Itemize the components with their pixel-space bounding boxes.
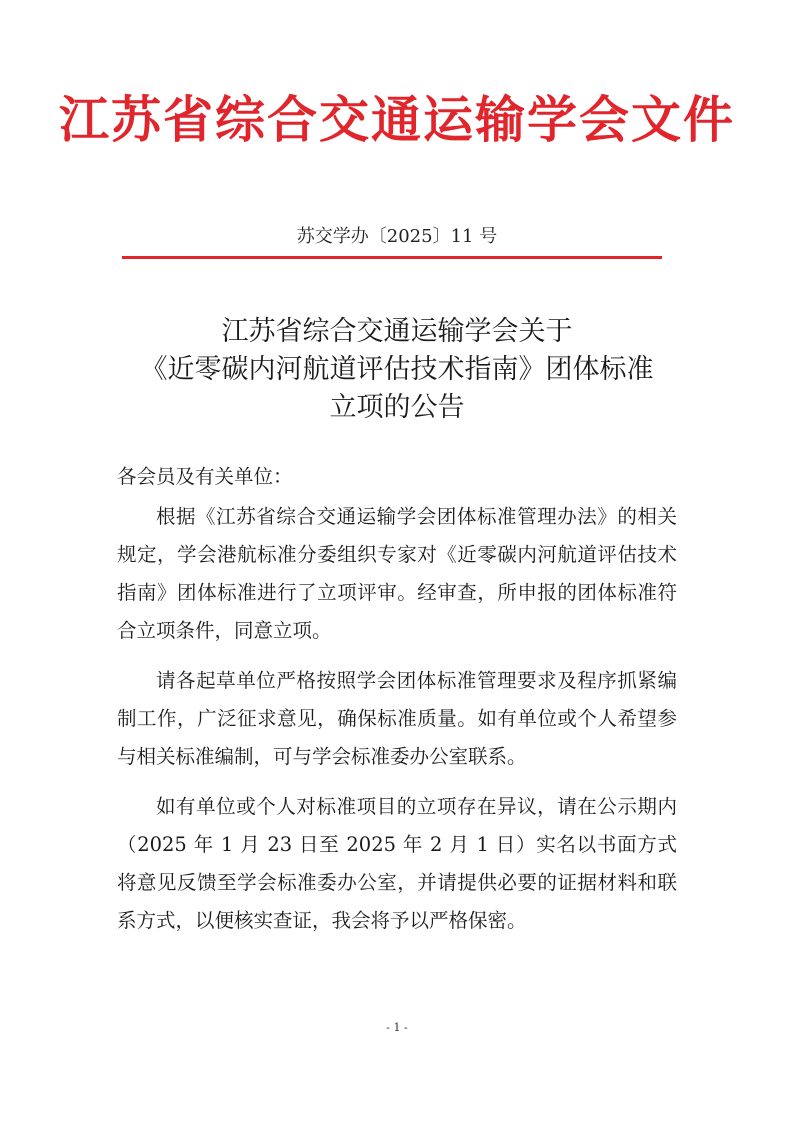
- notice-title: [0, 313, 794, 427]
- notice-title-line-2: 《近零碳内河航道评估技术指南》团体标准: [140, 354, 654, 385]
- body-paragraph-3: 如有单位或个人对标准项目的立项存在异议，请在公示期内（2025 年 1 月 23 日至 2025 年 2 月 1 日）实名以书面方式将意见反馈至学会标准委办公室，并请提供必要的证据材料和联系方式，以便核实查证，我会将予以严格保密。: [117, 795, 677, 932]
- header-divider-line: [122, 256, 662, 259]
- document-number: 苏交学办〔2025〕11 号: [296, 226, 498, 247]
- page-number: - 1 -: [386, 1021, 408, 1034]
- notice-title-line-3: 立项的公告: [329, 392, 465, 423]
- body-paragraph-1: 根据《江苏省综合交通运输学会团体标准管理办法》的相关规定，学会港航标准分委组织专家对《近零碳内河航道评估技术指南》团体标准进行了立项评审。经审查，所申报的团体标准符合立项条件，同意立项。: [117, 505, 677, 642]
- body-paragraph-2: 请各起草单位严格按照学会团体标准管理要求及程序抓紧编制工作，广泛征求意见，确保标准质量。如有单位或个人希望参与相关标准编制，可与学会标准委办公室联系。: [117, 669, 677, 768]
- notice-body: [117, 458, 677, 952]
- salutation: 各会员及有关单位：: [117, 465, 293, 488]
- document-header-title: 江苏省综合交通运输学会文件: [59, 90, 735, 149]
- notice-title-line-1: 江苏省综合交通运输学会关于: [221, 316, 573, 347]
